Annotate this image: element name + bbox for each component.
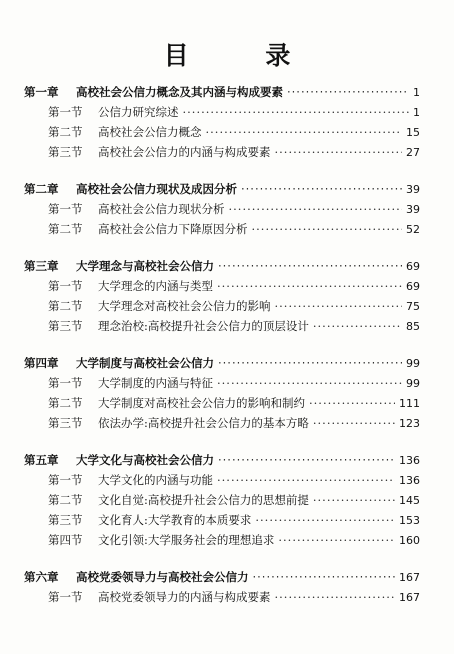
dot-leader (275, 299, 403, 313)
chapter-title: 高校社会公信力现状及成因分析 (76, 182, 237, 196)
section-entry[interactable] (0, 492, 454, 512)
section-title: 文化引领:大学服务社会的理想追求 (98, 533, 275, 547)
section-number: 第一节 (48, 279, 83, 293)
chapter-5 (0, 452, 454, 552)
section-number: 第二节 (48, 299, 83, 313)
section-title: 大学制度对高校社会公信力的影响和制约 (98, 396, 305, 410)
chapter-number: 第六章 (24, 570, 59, 584)
page-number: 39 (406, 203, 420, 216)
section-title: 文化自觉:高校提升社会公信力的思想前提 (98, 493, 309, 507)
page-title: 目 录 (163, 41, 325, 70)
page-number: 123 (399, 417, 420, 430)
dot-leader (241, 182, 402, 196)
dot-leader (206, 125, 403, 139)
chapter-number: 第二章 (24, 182, 59, 196)
chapter-title: 大学文化与高校社会公信力 (76, 453, 214, 467)
section-number: 第三节 (48, 145, 83, 159)
chapter-number: 第五章 (24, 453, 59, 467)
dot-leader (253, 570, 396, 584)
dot-leader (218, 453, 395, 467)
section-number: 第一节 (48, 105, 83, 119)
dot-leader (217, 376, 402, 390)
section-title: 依法办学:高校提升社会公信力的基本方略 (98, 416, 309, 430)
section-title: 大学理念对高校社会公信力的影响 (98, 299, 271, 313)
dot-leader (218, 356, 402, 370)
page-number: 136 (399, 474, 420, 487)
page-number: 85 (406, 320, 420, 333)
dot-leader (252, 222, 403, 236)
section-title: 大学制度的内涵与特征 (98, 376, 213, 390)
section-title: 高校党委领导力的内涵与构成要素 (98, 590, 271, 604)
chapter-entry[interactable] (0, 452, 454, 472)
section-title: 公信力研究综述 (98, 105, 179, 119)
section-number: 第一节 (48, 202, 83, 216)
section-entry[interactable] (0, 415, 454, 435)
dot-leader (183, 105, 410, 119)
chapter-title: 高校社会公信力概念及其内涵与构成要素 (76, 85, 283, 99)
section-title: 大学文化的内涵与功能 (98, 473, 213, 487)
dot-leader (278, 533, 395, 547)
section-entry[interactable] (0, 395, 454, 415)
dot-leader (313, 493, 395, 507)
chapter-4 (0, 355, 454, 435)
dot-leader (275, 590, 396, 604)
section-entry[interactable] (0, 318, 454, 338)
section-entry[interactable] (0, 512, 454, 532)
section-entry[interactable] (0, 375, 454, 395)
chapter-entry[interactable] (0, 181, 454, 201)
section-number: 第三节 (48, 319, 83, 333)
dot-leader (309, 396, 395, 410)
chapter-number: 第四章 (24, 356, 59, 370)
section-entry[interactable] (0, 144, 454, 164)
section-number: 第二节 (48, 493, 83, 507)
page-number: 1 (413, 86, 420, 99)
section-entry[interactable] (0, 298, 454, 318)
dot-leader (229, 202, 403, 216)
section-entry[interactable] (0, 278, 454, 298)
page-number: 167 (399, 591, 420, 604)
chapter-title: 大学制度与高校社会公信力 (76, 356, 214, 370)
section-number: 第三节 (48, 513, 83, 527)
dot-leader (287, 85, 409, 99)
section-number: 第四节 (48, 533, 83, 547)
chapter-title: 高校党委领导力与高校社会公信力 (76, 570, 249, 584)
section-entry[interactable] (0, 472, 454, 492)
section-title: 高校社会公信力现状分析 (98, 202, 225, 216)
chapter-entry[interactable] (0, 84, 454, 104)
page-number: 1 (413, 106, 420, 119)
section-entry[interactable] (0, 589, 454, 609)
section-entry[interactable] (0, 201, 454, 221)
page-number: 160 (399, 534, 420, 547)
section-number: 第一节 (48, 473, 83, 487)
page-number: 39 (406, 183, 420, 196)
section-number: 第二节 (48, 222, 83, 236)
section-title: 理念治校:高校提升社会公信力的顶层设计 (98, 319, 309, 333)
page-number: 75 (406, 300, 420, 313)
section-title: 大学理念的内涵与类型 (98, 279, 213, 293)
chapter-number: 第一章 (24, 85, 59, 99)
chapter-number: 第三章 (24, 259, 59, 273)
chapter-2 (0, 181, 454, 241)
section-number: 第一节 (48, 590, 83, 604)
dot-leader (275, 145, 403, 159)
page-number: 136 (399, 454, 420, 467)
page-number: 69 (406, 280, 420, 293)
section-title: 高校社会公信力概念 (98, 125, 202, 139)
chapter-3 (0, 258, 454, 338)
page-number: 111 (399, 397, 420, 410)
table-of-contents (0, 84, 454, 626)
section-number: 第二节 (48, 125, 83, 139)
section-title: 文化育人:大学教育的本质要求 (98, 513, 252, 527)
section-title: 高校社会公信力的内涵与构成要素 (98, 145, 271, 159)
dot-leader (255, 513, 395, 527)
page-number: 99 (406, 357, 420, 370)
dot-leader (218, 259, 402, 273)
section-entry[interactable] (0, 104, 454, 124)
page-number: 145 (399, 494, 420, 507)
page-number: 69 (406, 260, 420, 273)
dot-leader (313, 319, 402, 333)
section-number: 第三节 (48, 416, 83, 430)
section-number: 第二节 (48, 396, 83, 410)
dot-leader (313, 416, 395, 430)
chapter-1 (0, 84, 454, 164)
page-number: 153 (399, 514, 420, 527)
chapter-6 (0, 569, 454, 609)
chapter-entry[interactable] (0, 258, 454, 278)
page-number: 167 (399, 571, 420, 584)
section-entry[interactable] (0, 124, 454, 144)
dot-leader (217, 473, 395, 487)
page-number: 27 (406, 146, 420, 159)
section-title: 高校社会公信力下降原因分析 (98, 222, 248, 236)
page-number: 52 (406, 223, 420, 236)
chapter-title: 大学理念与高校社会公信力 (76, 259, 214, 273)
section-entry[interactable] (0, 221, 454, 241)
section-number: 第一节 (48, 376, 83, 390)
section-entry[interactable] (0, 532, 454, 552)
chapter-entry[interactable] (0, 569, 454, 589)
page-number: 99 (406, 377, 420, 390)
page-number: 15 (406, 126, 420, 139)
dot-leader (217, 279, 402, 293)
chapter-entry[interactable] (0, 355, 454, 375)
